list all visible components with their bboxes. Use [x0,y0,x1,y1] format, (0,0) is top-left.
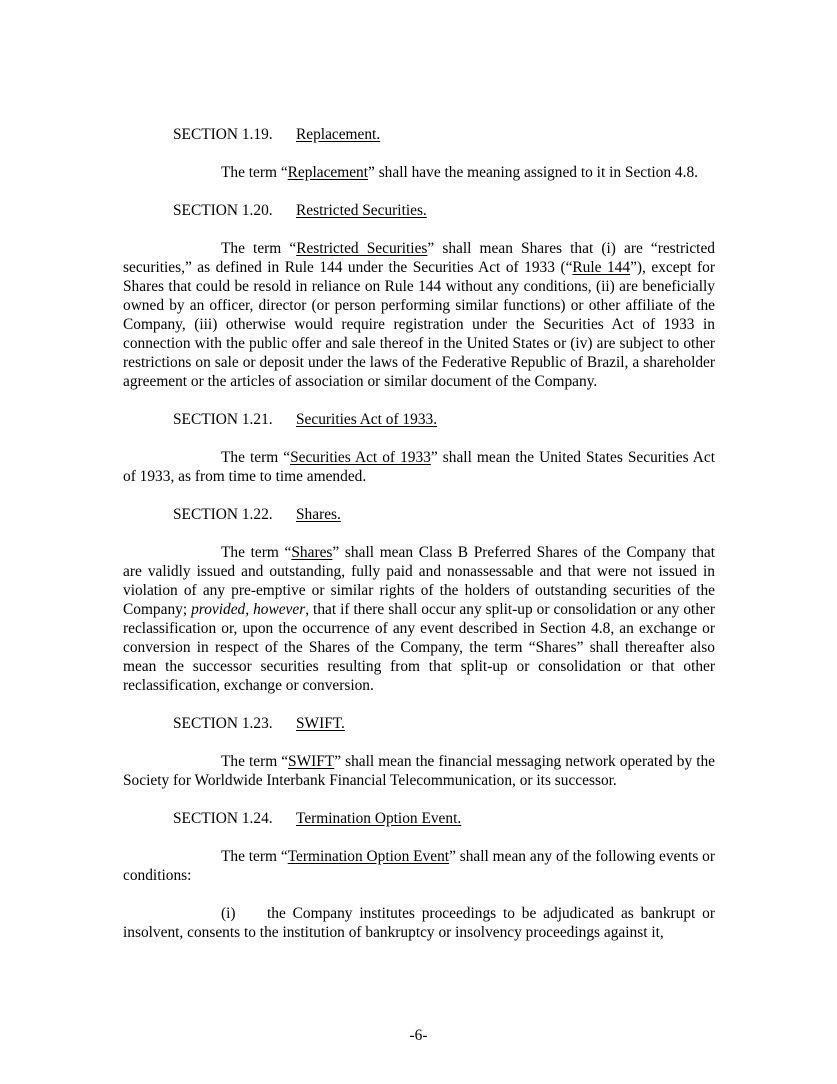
text-run: The term “ [221,848,288,865]
section-number: SECTION 1.20. [173,202,273,219]
text-run: ” shall mean any of the following events or conditions: [123,848,715,884]
defined-term: Restricted Securities [296,240,428,257]
section-number: SECTION 1.21. [173,411,273,428]
item-number: (i) [221,905,236,922]
section-heading-1-20 [123,201,715,220]
defined-term: Termination Option Event [287,848,450,865]
section-title: Shares. [296,506,341,523]
definition-swift [123,752,715,790]
defined-term: Replacement [287,164,369,181]
defined-term: Rule 144 [572,259,631,276]
section-heading-1-21 [123,410,715,429]
text-run: ” shall mean Shares that (i) are “restricted securities,” as defined in Rule 144 under the Securities Act of 1933 (“ [123,240,715,276]
section-number: SECTION 1.23. [173,715,273,732]
section-title: Replacement. [296,126,381,143]
defined-term: Securities Act of 1933 [290,449,431,466]
item-text: the Company institutes proceedings to be adjudicated as bankrupt or insolvent, consents to the institution of bankruptcy or insolvency proceedings against it, [123,905,715,941]
text-run: ” shall have the meaning assigned to it in Section 4.8. [368,164,698,181]
italic-phrase: provided, however [191,601,306,618]
defined-term: Shares [291,544,333,561]
section-heading-1-24 [123,809,715,828]
section-heading-1-19 [123,125,715,144]
text-run: The term “ [221,449,291,466]
text-run: The term “ [221,240,297,257]
text-run: ” shall mean the United States Securities Act of 1933, as from time to time amended. [123,449,715,485]
section-heading-1-23 [123,714,715,733]
section-heading-1-22 [123,505,715,524]
section-number: SECTION 1.24. [173,810,273,827]
section-title: Securities Act of 1933. [296,411,438,428]
definition-replacement [123,163,715,182]
page-number: -6- [409,1027,428,1044]
defined-term: SWIFT [288,753,335,770]
document-body [123,125,715,942]
text-run: The term “ [221,753,289,770]
section-title: Termination Option Event. [296,810,462,827]
section-title: Restricted Securities. [296,202,427,219]
text-run: ”), except for Shares that could be resold in reliance on Rule 144 without any conditions, (ii) are beneficially owned by an officer, director (or person performing similar functions) or other affiliate of the Company, (iii) otherwise would require registration under the Securities Act of 1933 in connection with the public offer and sale thereof in the United States or (iv) are subject to other restrictions on sale or deposit under the laws of the Federative Republic of Brazil, a shareholder agreement or the articles of association or similar document of the Company. [123,259,715,390]
text-run: The term “ [221,164,288,181]
section-number: SECTION 1.19. [173,126,273,143]
list-item-i [123,904,715,942]
section-title: SWIFT. [296,715,345,732]
definition-shares [123,543,715,695]
text-run: The term “ [221,544,292,561]
definition-termination-option-event [123,847,715,885]
definition-restricted-securities [123,239,715,391]
definition-securities-act [123,448,715,486]
text-run: ” shall mean the financial messaging network operated by the Society for Worldwide Interbank Financial Telecommunication, or its successor. [123,753,715,789]
section-number: SECTION 1.22. [173,506,273,523]
text-run: ” shall mean Class B Preferred Shares of the Company that are validly issued and outstanding, fully paid and nonassessable and that were not issued in violation of any pre-emptive or similar rights of the holders of outstanding securities of the Company; [123,544,715,618]
text-run: , that if there shall occur any split-up or consolidation or any other reclassification or, upon the occurrence of any event described in Section 4.8, an exchange or conversion in respect of the Shares of the Company, the term “Shares” shall thereafter also mean the successor securities resulting from that split-up or consolidation or that other reclassification, exchange or conversion. [123,601,715,694]
